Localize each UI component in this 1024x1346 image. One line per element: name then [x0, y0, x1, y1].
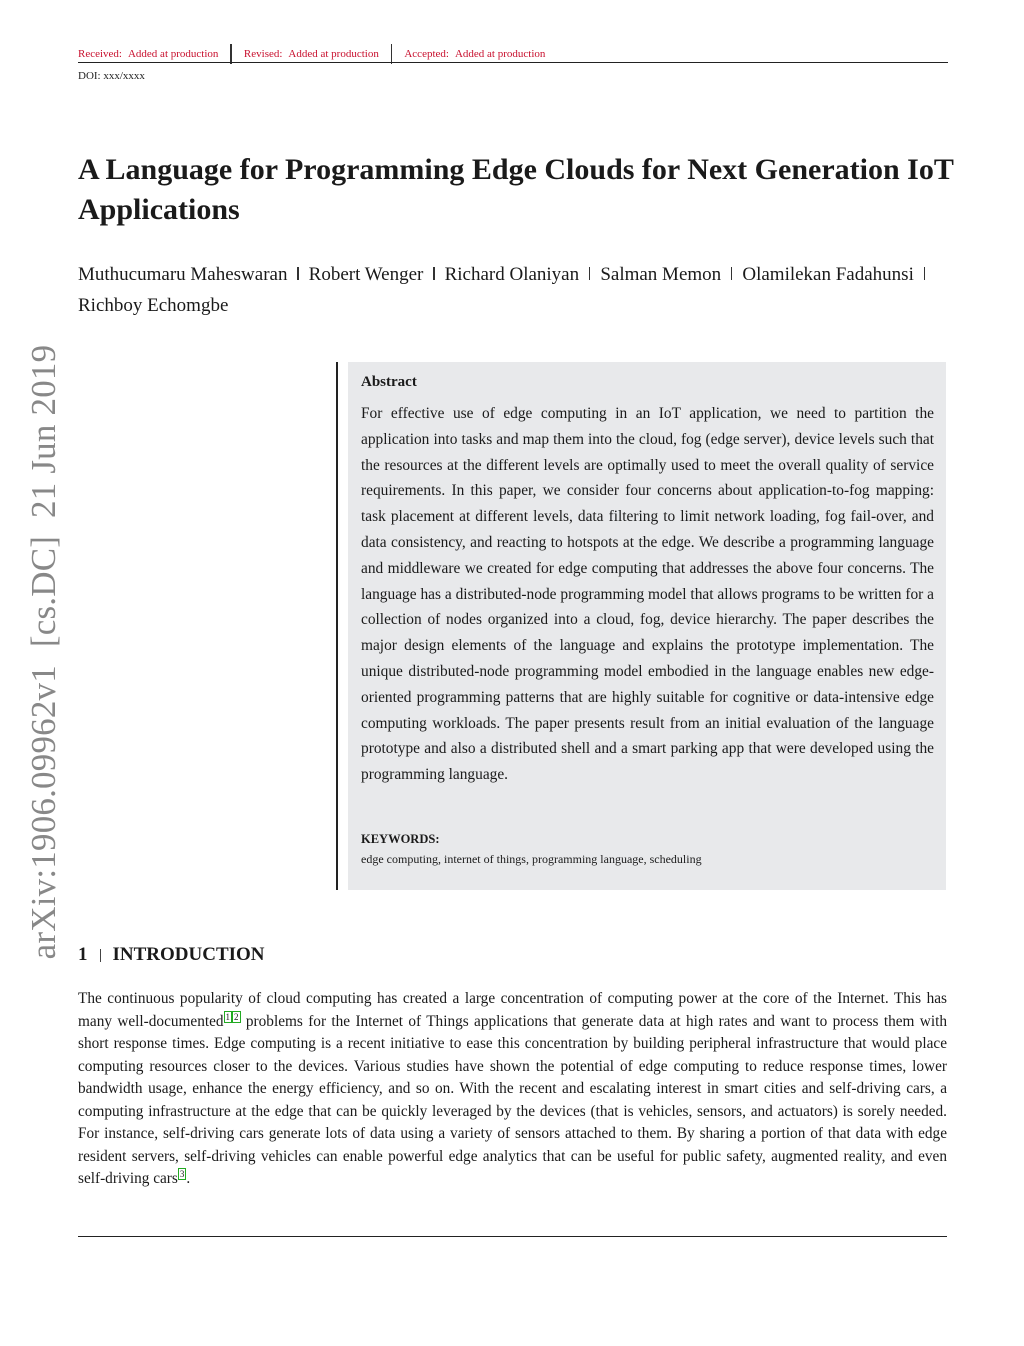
- section-heading: [78, 944, 265, 966]
- author-separator: [433, 267, 434, 280]
- author: Muthucumaru Maheswaran: [78, 264, 288, 285]
- section-title: INTRODUCTION: [112, 944, 265, 965]
- accepted-date: Accepted: Added at production: [404, 48, 546, 60]
- doi: DOI: xxx/xxxx: [78, 70, 145, 82]
- author: Olamilekan Fadahunsi: [742, 264, 914, 285]
- keywords-heading: KEYWORDS:: [361, 832, 440, 846]
- citation-link[interactable]: 1: [225, 1011, 231, 1022]
- abstract-heading: Abstract: [361, 374, 417, 390]
- publication-dates: [78, 44, 545, 64]
- section-number: 1: [78, 944, 88, 965]
- intro-paragraph: The continuous popularity of cloud computing has created a large concentration of computing power at the core of the Internet. This has many well-documented $^1$ $^2$ problems for the Internet of Things applications that generate data at high rates and want to process them with short response times. Edge computing is a recent initiative to ease this concentration by building peripheral infrastructure that would place computing resources closer to the devices. Various studies have shown the potential of edge computing to reduce response times, lower bandwidth usage, enhance the energy efficiency, and so on. With the recent and escalating interest in smart cities and self-driving cars, a computing infrastructure at the edge that can be quickly leveraged by the devices (that is vehicles, sensors, and actuators) is sorely needed. For instance, self-driving cars generate lots of data using a variety of sensors attached to them. By sharing a portion of that data with edge resident servers, self-driving vehicles can enable powerful edge analytics that can be useful for public safety, augmented reality, and even self-driving cars $^3$ .: [78, 990, 947, 1187]
- author-separator: [731, 267, 732, 280]
- author: Robert Wenger: [308, 264, 424, 285]
- footnote-divider: [78, 1236, 947, 1237]
- paper-title: A Language for Programming Edge Clouds for Next Generation IoT Applications: [78, 153, 954, 226]
- citation-link[interactable]: 2: [234, 1011, 239, 1022]
- abstract-rule: [336, 362, 338, 890]
- author-separator: [924, 267, 925, 280]
- header-divider: [78, 62, 948, 63]
- received-date: Received: Added at production: [78, 48, 219, 60]
- author: Richard Olaniyan: [444, 264, 580, 285]
- author: Salman Memon: [600, 264, 722, 285]
- citation-link[interactable]: 3: [179, 1169, 185, 1179]
- author-separator: [589, 267, 590, 280]
- date-separator: [391, 44, 393, 64]
- abstract-text: For effective use of edge computing in an IoT application, we need to partition the application into tasks and map them into the cloud, fog (edge server), device levels such that the resources at the different levels are optimally used to meet the overall quality of service requirements. In this paper, we consider four concerns about application-to-fog mapping: task placement at different levels, data filtering to limit network loading, fog fail-over, and data consistency, and reacting to hotspots at the edge. We describe a programming language and middleware we created for edge computing that addresses the above four concerns. The language has a distributed-node programming model that allows programs to be written for a collection of nodes organized into a cloud, fog, device hierarchy. The paper describes the major design elements of the language and explains the prototype implementation. The unique distributed-node programming model embodied in the language enables new edge-oriented programming patterns that are highly suitable for cognitive or data-intensive edge computing workloads. The paper presents result from an initial evaluation of the language prototype and also a distributed shell and a smart parking app that were developed using the programming language.: [361, 405, 934, 784]
- author-list: [78, 259, 958, 321]
- section-separator: [100, 949, 101, 962]
- arxiv-stamp: arXiv:1906.09962v1 [cs.DC] 21 Jun 2019: [24, 344, 63, 960]
- date-separator: [230, 44, 232, 64]
- revised-date: Revised: Added at production: [243, 48, 379, 60]
- keywords-list: edge computing, internet of things, programming language, scheduling: [361, 852, 702, 866]
- author-separator: [297, 267, 298, 280]
- author: Richboy Echomgbe: [78, 295, 229, 316]
